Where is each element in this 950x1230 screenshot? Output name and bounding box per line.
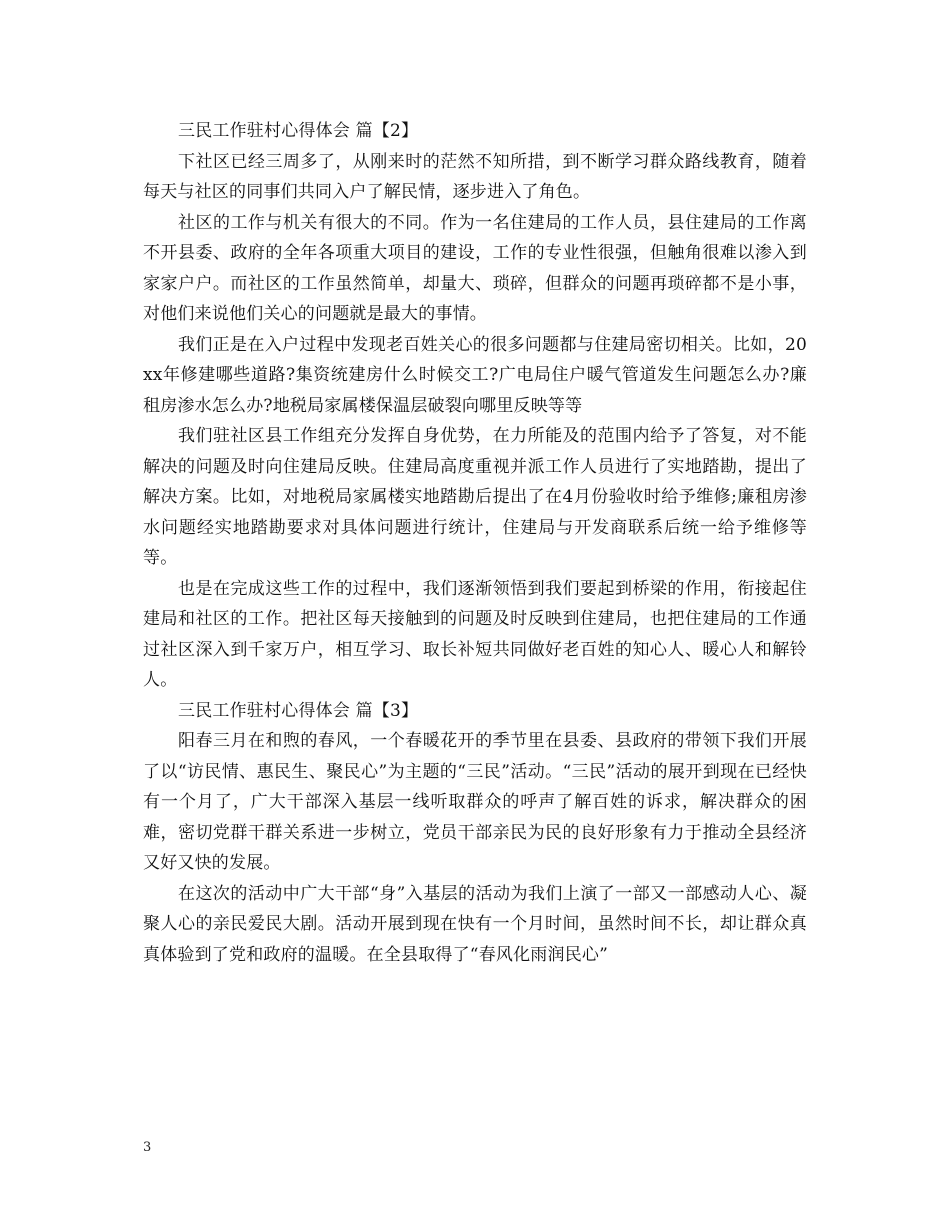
paragraph: 阳春三月在和煦的春风，一个春暖花开的季节里在县委、县政府的带领下我们开展了以“访民情、惠民生、聚民心”为主题的“三民”活动。“三民”活动的展开到现在已经快有一个月了，广大干部深入基层一线听取群众的呼声了解百姓的诉求，解决群众的困难，密切党群干群关系进一步树立，党员干部亲民为民的良好形象有力于推动全县经济又好又快的发展。 bbox=[143, 731, 807, 873]
paragraph: 我们驻社区县工作组充分发挥自身优势，在力所能及的范围内给予了答复，对不能解决的问题及时向住建局反映。住建局高度重视并派工作人员进行了实地踏勘，提出了解决方案。比如，对地税局家属楼实地踏勘后提出了在4月份验收时给予维修;廉租房渗水问题经实地踏勘要求对具体问题进行统计，住建局与开发商联系后统一给予维修等等。 bbox=[143, 426, 807, 568]
paragraph: 也是在完成这些工作的过程中，我们逐渐领悟到我们要起到桥梁的作用，衔接起住建局和社区的工作。把社区每天接触到的问题及时反映到住建局，也把住建局的工作通过社区深入到千家万户，相互学习、取长补短共同做好老百姓的知心人、暖心人和解铃人。 bbox=[143, 578, 807, 690]
paragraph: 下社区已经三周多了，从刚来时的茫然不知所措，到不断学习群众路线教育，随着每天与社区的同事们共同入户了解民情，逐步进入了角色。 bbox=[143, 151, 807, 202]
paragraph: 在这次的活动中广大干部“身”入基层的活动为我们上演了一部又一部感动人心、凝聚人心的亲民爱民大剧。活动开展到现在快有一个月时间，虽然时间不长，却让群众真真体验到了党和政府的温暖。在全县取得了“春风化雨润民心” bbox=[143, 883, 807, 965]
paragraph: 社区的工作与机关有很大的不同。作为一名住建局的工作人员，县住建局的工作离不开县委、政府的全年各项重大项目的建设，工作的专业性很强，但触角很难以渗入到家家户户。而社区的工作虽然简单，却量大、琐碎，但群众的问题再琐碎都不是小事，对他们来说他们关心的问题就是最大的事情。 bbox=[143, 212, 807, 324]
page-number: 3 bbox=[143, 1140, 152, 1155]
document-body bbox=[143, 116, 807, 970]
paragraph: 我们正是在入户过程中发现老百姓关心的很多问题都与住建局密切相关。比如，20xx年修建哪些道路?集资统建房什么时候交工?广电局住户暖气管道发生问题怎么办?廉租房渗水怎么办?地税局家属楼保温层破裂向哪里反映等等 bbox=[143, 334, 807, 416]
section-heading: 三民工作驻村心得体会 篇【2】 bbox=[178, 121, 419, 141]
section-heading: 三民工作驻村心得体会 篇【3】 bbox=[178, 700, 419, 721]
